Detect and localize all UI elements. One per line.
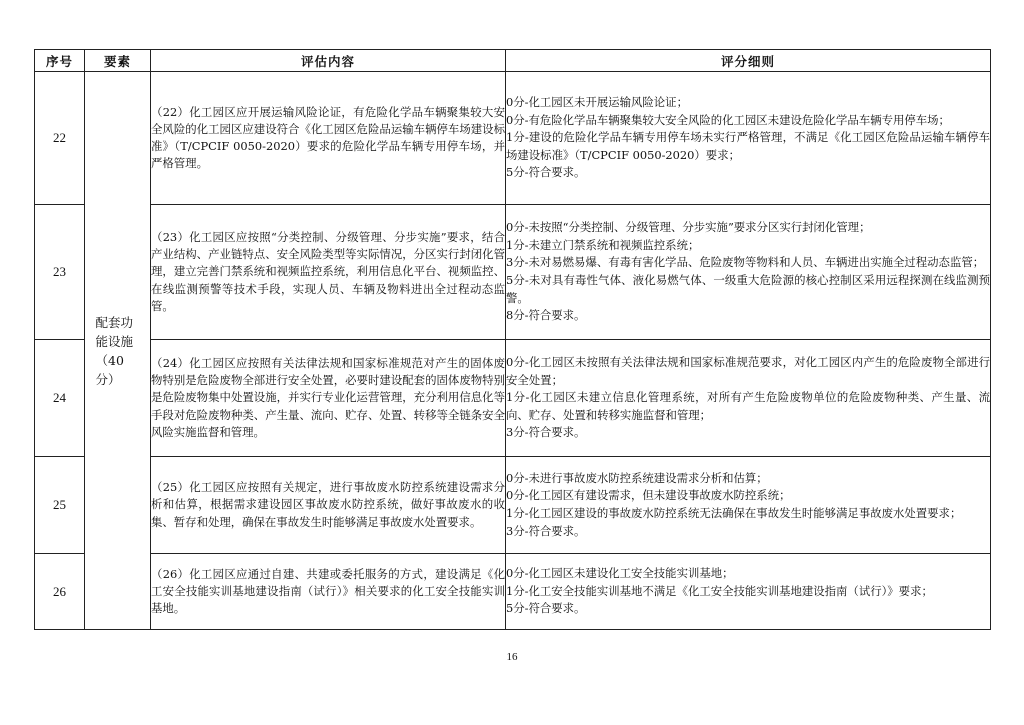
content-cell xyxy=(151,554,506,630)
rule-line: 0分-有危险化学品车辆聚集较大安全风险的化工园区未建设危险化学品车辆专用停车场； xyxy=(506,112,950,127)
header-serial: 序号 xyxy=(35,50,85,72)
evaluation-table xyxy=(34,49,991,630)
rules-cell xyxy=(506,340,991,457)
content-text: （26）化工园区应通过自建、共建或委托服务的方式，建设满足《化工安全技能实训基地建设指南（试行）》相关要求的化工安全技能实训基地。 xyxy=(151,566,505,616)
rule-line: 0分-未按照“分类控制、分级管理、分步实施”要求分区实行封闭化管理； xyxy=(506,220,871,235)
rule-line: 0分-化工园区未开展运输风险论证； xyxy=(506,95,688,110)
table-row xyxy=(35,340,991,457)
rules-cell xyxy=(506,457,991,554)
rule-line: 3分-符合要求。 xyxy=(506,523,586,538)
content-cell xyxy=(151,340,506,457)
rule-line: 5分-符合要求。 xyxy=(506,165,586,180)
rule-line: 0分-化工园区未建设化工安全技能实训基地； xyxy=(506,566,734,581)
content-cell xyxy=(151,72,506,205)
header-content: 评估内容 xyxy=(151,50,506,72)
row-number: 25 xyxy=(35,457,85,554)
row-number: 23 xyxy=(35,205,85,340)
row-number: 26 xyxy=(35,554,85,630)
content-text: （23）化工园区应按照“分类控制、分级管理、分步实施”要求，结合产业结构、产业链特点、安全风险类型等实际情况，分区实行封闭化管理，建立完善门禁系统和视频监控系统，利用信息化平台、视频监控、在线监测预警等技术手段，实现人员、车辆及物料进出全过程动态监管。 xyxy=(151,229,505,313)
rule-line: 1分-未建立门禁系统和视频监控系统； xyxy=(506,237,700,252)
header-element: 要素 xyxy=(85,50,151,72)
rules-cell xyxy=(506,205,991,340)
rule-line: 8分-符合要求。 xyxy=(506,308,586,323)
rule-line: 0分-化工园区未按照有关法律法规和国家标准规范要求，对化工园区内产生的危险废物全部进行安全处置； xyxy=(506,355,990,387)
rule-line: 1分-化工园区建设的事故废水防控系统无法确保在事故发生时能够满足事故废水处置要求； xyxy=(506,506,962,520)
rule-line: 3分-未对易燃易爆、有毒有害化学品、危险废物等物料和人员、车辆进出实施全过程动态监管； xyxy=(506,255,985,270)
row-number: 22 xyxy=(35,72,85,205)
rule-line: 1分-建设的危险化学品车辆专用停车场未实行严格管理，不满足《化工园区危险品运输车辆停车场建设标准》（T/CPCIF 0050-2020）要求； xyxy=(506,130,990,162)
rules-cell xyxy=(506,72,991,205)
category-cell xyxy=(85,72,151,630)
content-text: （25）化工园区应按照有关规定，进行事故废水防控系统建设需求分析和估算，根据需求建设园区事故废水防控系统，做好事故废水的收集、暂存和处理，确保在事故发生时能够满足事故废水处置要求。 xyxy=(151,480,505,529)
rule-line: 1分-化工园区未建立信息化管理系统，对所有产生危险废物单位的危险废物种类、产生量、流向、贮存、处置和转移实施监督和管理； xyxy=(506,390,990,422)
rule-line: 1分-化工安全技能实训基地不满足《化工安全技能实训基地建设指南（试行）》要求； xyxy=(506,583,933,598)
header-rules: 评分细则 xyxy=(506,50,991,72)
table-row xyxy=(35,457,991,554)
page-number: 16 xyxy=(506,651,518,663)
rule-line: 0分-未进行事故废水防控系统建设需求分析和估算； xyxy=(506,470,768,485)
row-number: 24 xyxy=(35,340,85,457)
category-label: 配套功能设施（40分） xyxy=(95,314,134,387)
table-row xyxy=(35,72,991,205)
rule-line: 5分-符合要求。 xyxy=(506,601,586,616)
table-header-row xyxy=(35,50,991,72)
rule-line: 3分-符合要求。 xyxy=(506,425,586,440)
content-cell xyxy=(151,205,506,340)
table-row xyxy=(35,205,991,340)
table-row xyxy=(35,554,991,630)
rule-line: 0分-化工园区有建设需求，但未建设事故废水防控系统； xyxy=(506,488,791,503)
content-cell xyxy=(151,457,506,554)
rules-cell xyxy=(506,554,991,630)
content-text: （22）化工园区应开展运输风险论证，有危险化学品车辆聚集较大安全风险的化工园区应建设符合《化工园区危险品运输车辆停车场建设标准》（T/CPCIF 0050-2020）要求的危险化学品车辆专用停车场，并严格管理。 xyxy=(151,104,505,171)
content-text: （24）化工园区应按照有关法律法规和国家标准规范对产生的固体废物特别是危险废物全部进行安全处置，必要时建设配套的固体废物特别是危险废物集中处置设施，并实行专业化运营管理，充分利用信息化等手段对危险废物种类、产生量、流向、贮存、处置、转移等全链条安全风险实施监督和管理。 xyxy=(151,355,505,439)
rule-line: 5分-未对具有毒性气体、液化易燃气体、一级重大危险源的核心控制区采用远程探测在线监测预警。 xyxy=(506,273,990,305)
